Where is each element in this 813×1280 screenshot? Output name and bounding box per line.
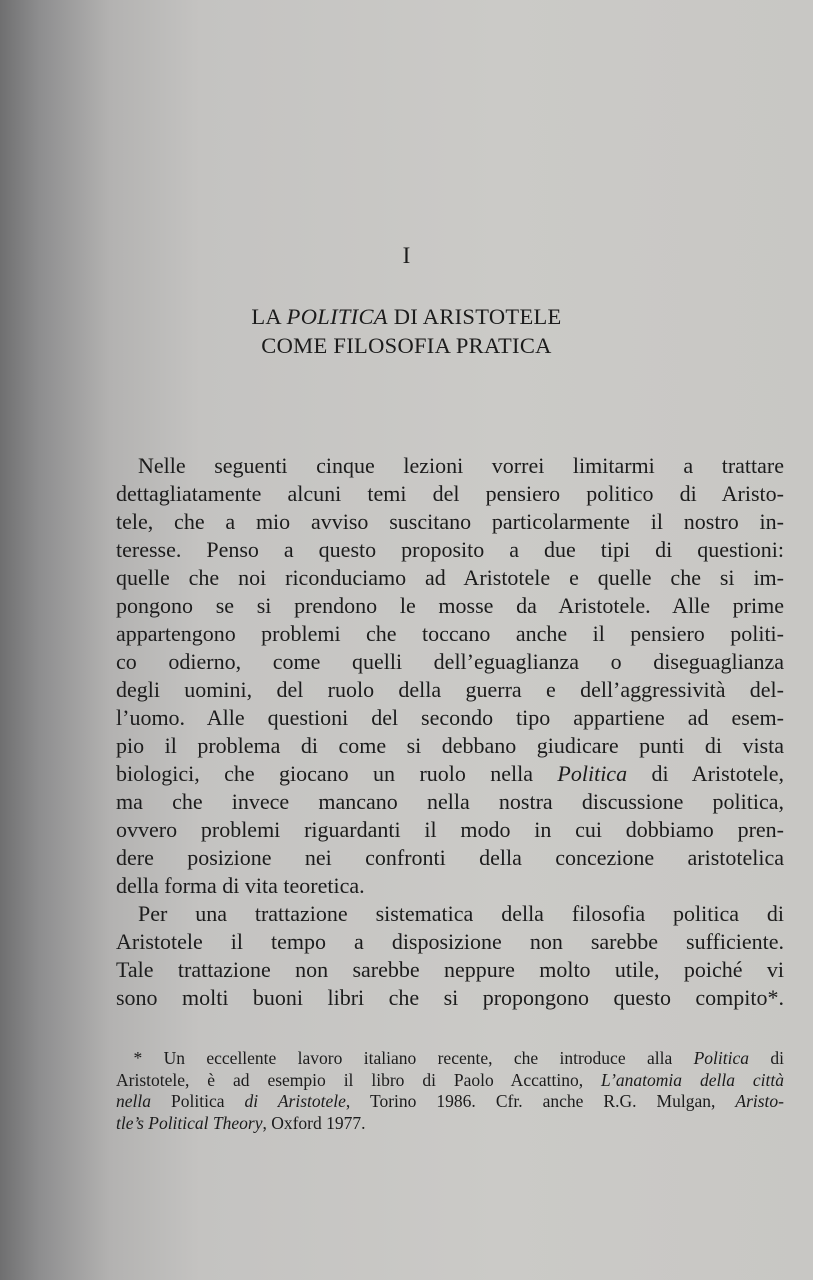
body-line	[116, 704, 784, 732]
body-line	[116, 508, 784, 536]
body-line	[116, 816, 784, 844]
text-segment: Tale trattazione non sarebbe neppure molto utile, poiché vi	[116, 957, 784, 982]
heading-line-2: COME FILOSOFIA PRATICA	[261, 333, 552, 358]
body-line	[116, 592, 784, 620]
body-line	[116, 788, 784, 816]
body-line	[116, 536, 784, 564]
body-line	[116, 732, 784, 760]
italic-text: tle’s Political Theory	[116, 1112, 263, 1133]
heading-text: LA	[251, 304, 287, 329]
italic-text: L’anatomia della città	[601, 1069, 784, 1090]
heading-italic-title: POLITICA	[286, 304, 388, 329]
body-line	[116, 900, 784, 928]
text-segment: sono molti buoni libri che si propongono questo compito*.	[116, 985, 784, 1010]
text-segment: Per una trattazione sistematica della filosofia politica di	[116, 901, 784, 926]
text-segment: * Un eccellente lavoro italiano recente, che introduce alla	[116, 1048, 694, 1068]
body-line	[116, 844, 784, 872]
chapter-number: I	[402, 243, 411, 268]
text-segment: co odierno, come quelli dell’eguaglianza o diseguaglianza	[116, 649, 784, 674]
footnote-line	[116, 1070, 784, 1092]
text-segment: appartengono problemi che toccano anche il pensiero politi-	[116, 621, 784, 646]
italic-text: Politica	[693, 1048, 749, 1068]
italic-text: Politica	[557, 761, 628, 786]
body-line	[116, 676, 784, 704]
heading-line-1	[0, 302, 813, 331]
text-segment: ovvero problemi riguardanti il modo in cui dobbiamo pren-	[116, 817, 784, 842]
body-line	[116, 928, 784, 956]
body-line	[116, 984, 784, 1012]
text-segment: Aristotele il tempo a disposizione non sarebbe sufficiente.	[116, 929, 784, 954]
text-segment: Politica	[151, 1091, 245, 1111]
text-segment: l’uomo. Alle questioni del secondo tipo appartiene ad esem-	[116, 705, 784, 730]
body-line	[116, 872, 784, 900]
body-line	[116, 760, 784, 788]
italic-text: Aristo-	[735, 1091, 784, 1111]
text-segment: dettagliatamente alcuni temi del pensiero politico di Aristo-	[116, 481, 784, 506]
footnote-line	[116, 1113, 784, 1135]
body-line	[116, 620, 784, 648]
text-segment: teresse. Penso a questo proposito a due tipi di questioni:	[116, 537, 784, 562]
text-segment: Nelle seguenti cinque lezioni vorrei limitarmi a trattare	[116, 453, 784, 478]
heading-text: DI ARISTOTELE	[387, 304, 562, 329]
footnote-line	[116, 1091, 784, 1113]
italic-text: di Aristotele	[244, 1091, 346, 1111]
body-line	[116, 480, 784, 508]
text-segment: , Torino 1986. Cfr. anche R.G. Mulgan,	[345, 1091, 736, 1111]
text-segment: quelle che noi riconduciamo ad Aristotele e quelle che si im-	[116, 565, 784, 590]
text-segment: , Oxford 1977.	[262, 1112, 366, 1133]
body-line	[116, 452, 784, 480]
text-segment: di	[749, 1048, 784, 1068]
footnote-line	[116, 1048, 784, 1070]
body-text	[116, 452, 784, 1012]
text-segment: biologici, che giocano un ruolo nella	[116, 761, 558, 786]
text-segment: di Aristotele,	[627, 761, 784, 786]
text-segment: degli uomini, del ruolo della guerra e dell’aggressività del-	[116, 677, 784, 702]
text-segment: Aristotele, è ad esempio il libro di Paolo Accattino,	[116, 1069, 602, 1090]
text-segment: tele, che a mio avviso suscitano particolarmente il nostro in-	[116, 509, 784, 534]
body-line	[116, 564, 784, 592]
text-segment: della forma di vita teoretica.	[116, 873, 365, 898]
italic-text: nella	[116, 1091, 151, 1111]
chapter-heading	[0, 302, 813, 360]
text-segment: dere posizione nei confronti della concezione aristotelica	[116, 845, 784, 870]
body-line	[116, 648, 784, 676]
text-segment: ma che invece mancano nella nostra discussione politica,	[116, 789, 784, 814]
text-segment: pio il problema di come si debbano giudicare punti di vista	[116, 733, 784, 758]
body-line	[116, 956, 784, 984]
footnote	[116, 1048, 784, 1134]
text-segment: pongono se si prendono le mosse da Aristotele. Alle prime	[116, 593, 784, 618]
